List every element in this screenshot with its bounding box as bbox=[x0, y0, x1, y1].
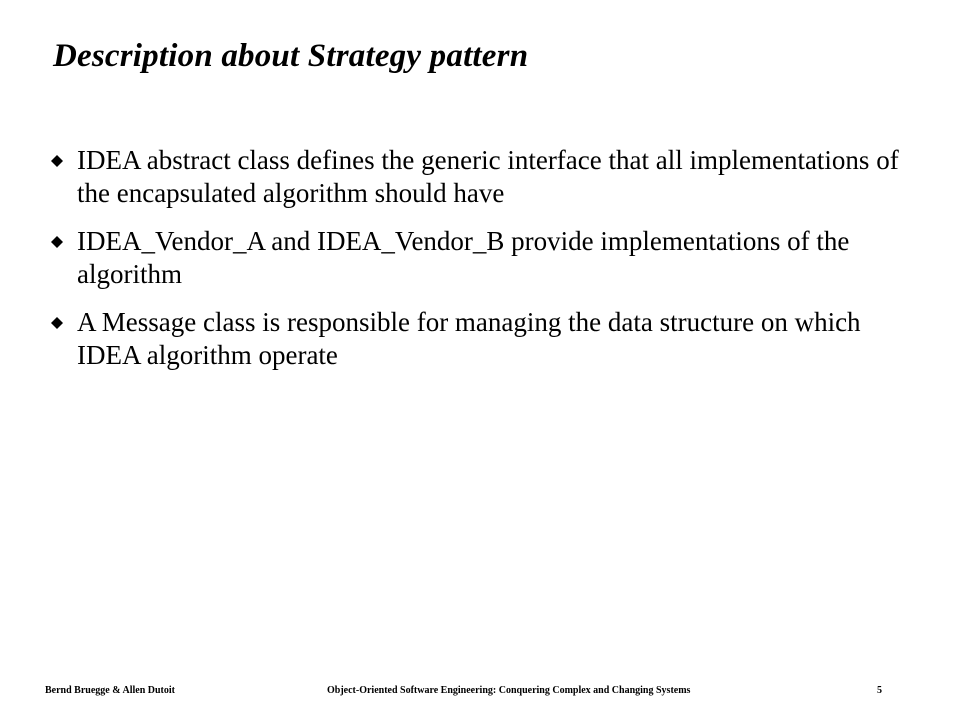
bullet-item-3 bbox=[50, 306, 910, 372]
footer-page-number: 5 bbox=[877, 685, 882, 696]
diamond-bullet-icon bbox=[51, 317, 63, 329]
bullet-item-2 bbox=[50, 225, 910, 291]
bullet-text: IDEA abstract class defines the generic interface that all implementations of the encapsulated algorithm should have bbox=[77, 145, 899, 208]
bullet-list bbox=[50, 144, 910, 387]
footer-authors: Bernd Bruegge & Allen Dutoit bbox=[45, 685, 175, 696]
diamond-bullet-icon bbox=[51, 236, 63, 248]
bullet-item-1 bbox=[50, 144, 910, 210]
diamond-bullet-icon bbox=[51, 155, 63, 167]
bullet-text: IDEA_Vendor_A and IDEA_Vendor_B provide implementations of the algorithm bbox=[77, 226, 850, 289]
slide-title: Description about Strategy pattern bbox=[53, 38, 529, 74]
bullet-text: A Message class is responsible for managing the data structure on which IDEA algorithm operate bbox=[77, 307, 861, 370]
footer-book-title: Object-Oriented Software Engineering: Conquering Complex and Changing Systems bbox=[327, 685, 691, 696]
